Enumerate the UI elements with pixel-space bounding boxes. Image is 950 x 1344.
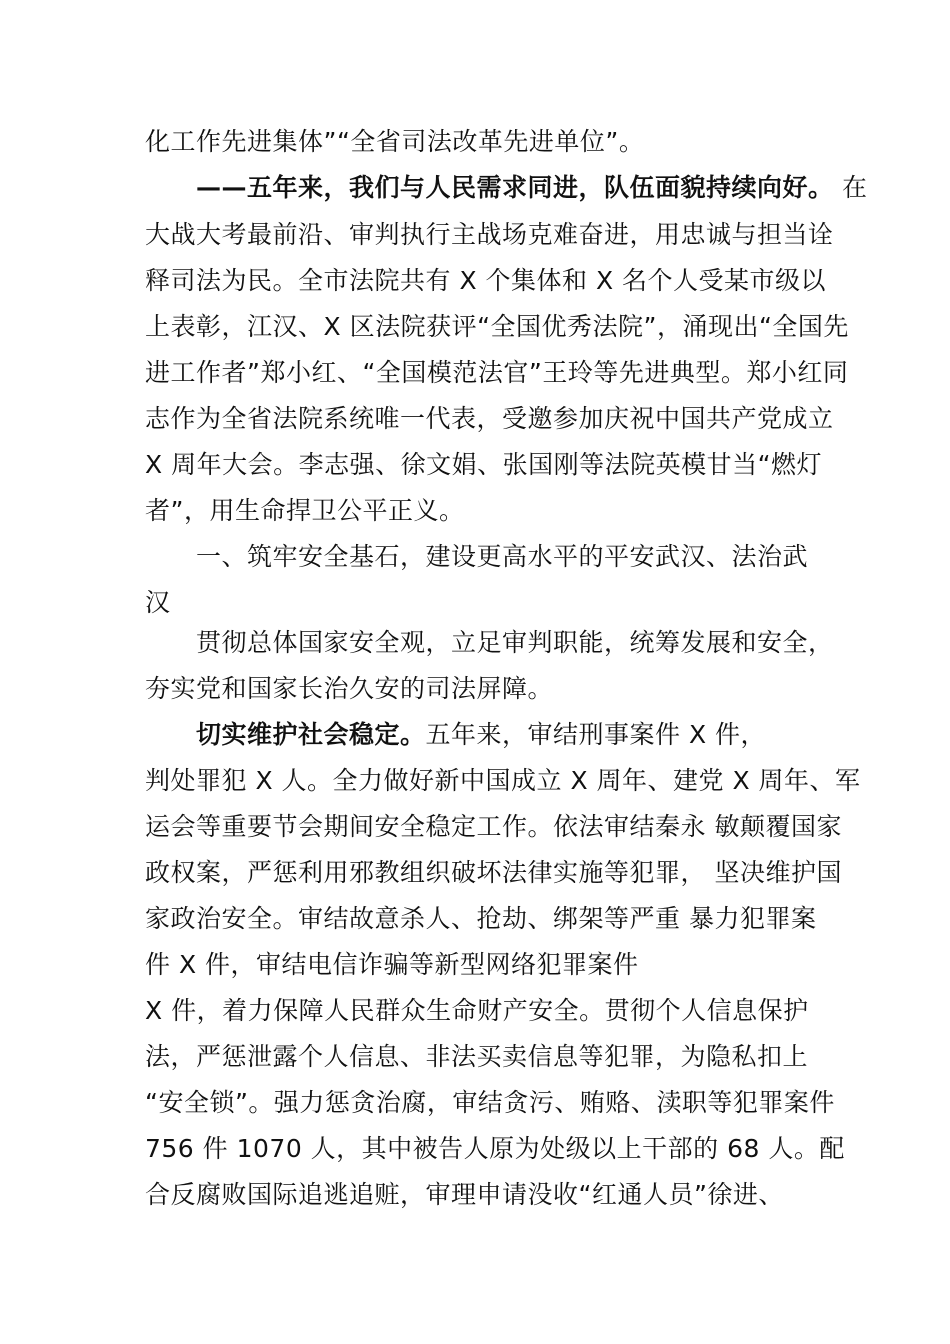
text-line: 者”，用生命捍卫公平正义。 (145, 496, 465, 525)
text-line (196, 171, 867, 205)
text-line: 上表彰，江汉、X 区法院获评“全国优秀法院”，涌现出“全国先 (145, 312, 849, 341)
bold-heading: ——五年来，我们与人民需求同进，队伍面貌持续向好。 (196, 173, 834, 202)
text-line: 夯实党和国家长治久安的司法屏障。 (145, 674, 554, 703)
text-line: X 周年大会。李志强、徐文娟、张国刚等法院英模甘当“燃灯 (145, 450, 823, 479)
text-run: 五年来，审结刑事案件 X 件， (425, 720, 767, 749)
text-line: 件 X 件，审结电信诈骗等新型网络犯罪案件 (145, 950, 639, 979)
text-line: 判处罪犯 X 人。全力做好新中国成立 X 周年、建党 X 周年、军 (145, 766, 861, 795)
bold-heading: 切实维护社会稳定。 (196, 720, 426, 749)
text-line: 756 件 1070 人，其中被告人原为处级以上干部的 68 人。配 (145, 1134, 845, 1163)
text-line: 释司法为民。全市法院共有 X 个集体和 X 名个人受某市级以 (145, 266, 827, 295)
text-line: 化工作先进集体”“全省司法改革先进单位”。 (145, 127, 645, 156)
text-line: 政权案，严惩利用邪教组织破坏法律实施等犯罪， 坚决维护国 (145, 858, 842, 887)
section-heading-cont: 汉 (145, 588, 171, 617)
text-run: 在 (833, 173, 868, 202)
text-line: 家政治安全。审结故意杀人、抢劫、绑架等严重 暴力犯罪案 (145, 904, 817, 933)
text-line: 贯彻总体国家安全观，立足审判职能，统筹发展和安全， (196, 628, 834, 657)
text-line: 合反腐败国际追逃追赃，审理申请没收“红通人员”徐进、 (145, 1180, 784, 1209)
section-heading: 一、筑牢安全基石，建设更高水平的平安武汉、法治武 (196, 542, 809, 571)
text-line: 运会等重要节会期间安全稳定工作。依法审结秦永 敏颠覆国家 (145, 812, 842, 841)
text-line: 进工作者”郑小红、“全国模范法官”王玲等先进典型。郑小红同 (145, 358, 849, 387)
text-line: 志作为全省法院系统唯一代表，受邀参加庆祝中国共产党成立 (145, 404, 834, 433)
text-line: “安全锁”。强力惩贪治腐，审结贪污、贿赂、渎职等犯罪案件 (145, 1088, 835, 1117)
text-line: X 件，着力保障人民群众生命财产安全。贯彻个人信息保护 (145, 996, 809, 1025)
text-line: 大战大考最前沿、审判执行主战场克难奋进，用忠诚与担当诠 (145, 220, 834, 249)
text-line (196, 718, 766, 752)
text-line: 法，严惩泄露个人信息、非法买卖信息等犯罪，为隐私扣上 (145, 1042, 809, 1071)
